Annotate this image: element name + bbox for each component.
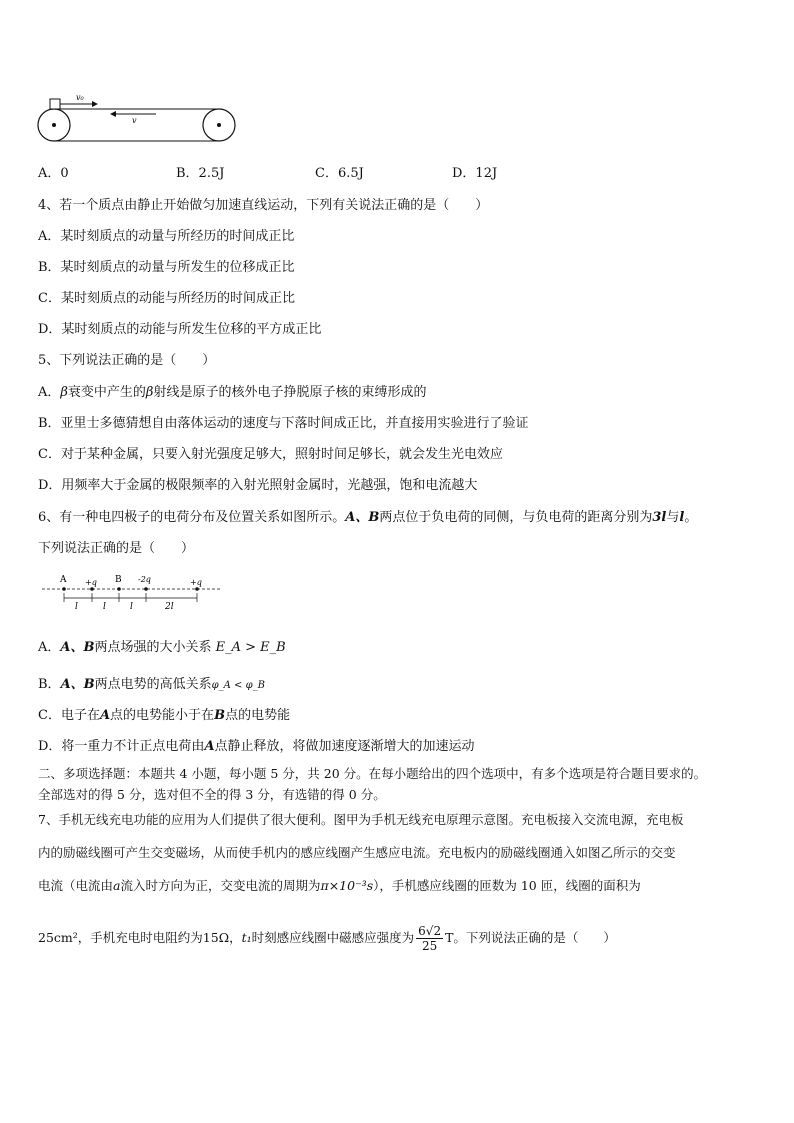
conveyor-belt-figure bbox=[36, 92, 246, 152]
q5-option-d: D．用频率大于金属的极限频率的入射光照射金属时，光越强，饱和电流越大 bbox=[38, 478, 478, 493]
q7-line1: 7、手机无线充电功能的应用为人们提供了很大便利。图甲为手机无线充电原理示意图。充电板接入交流电源，充电板 bbox=[38, 812, 684, 827]
q6-option-b bbox=[38, 677, 265, 694]
seg2-label: l bbox=[103, 602, 106, 612]
q4-option-a: A．某时刻质点的动量与所经历的时间成正比 bbox=[38, 229, 295, 244]
q6-c-a: C．电子在 bbox=[38, 708, 100, 723]
q6-stem-l: l bbox=[679, 510, 685, 525]
q5-a-beta2: β bbox=[145, 385, 154, 400]
section2-line2: 全部选对的得 5 分，选对但不全的得 3 分，有选错的得 0 分。 bbox=[38, 787, 386, 802]
q7-l4-t1: t₁ bbox=[241, 930, 252, 945]
q6-a-text: 两点场强的大小关系 bbox=[94, 640, 212, 655]
q6-b-prefix: B． bbox=[38, 677, 61, 692]
q6-c-c: 点的电势能 bbox=[225, 708, 291, 723]
q3-option-a: A．0 bbox=[38, 166, 69, 181]
q5-stem: 5、下列说法正确的是（ ） bbox=[38, 353, 216, 368]
q4-option-b: B．某时刻质点的动量与所发生的位移成正比 bbox=[38, 260, 295, 275]
q7-l3-a: 电流（电流由 bbox=[38, 878, 114, 893]
q4-option-d: D．某时刻质点的动能与所发生位移的平方成正比 bbox=[38, 322, 322, 337]
q3-option-d: D．12J bbox=[452, 166, 498, 181]
q5-option-b: B．亚里士多德猜想自由落体运动的速度与下落时间成正比，并直接用实验进行了验证 bbox=[38, 416, 529, 431]
q7-l3-period: π×10⁻³s bbox=[320, 878, 374, 893]
q6-c-b: 点的电势能小于在 bbox=[110, 708, 215, 723]
charge3-dot bbox=[195, 587, 199, 591]
q5-option-c: C．对于某种金属，只要入射光强度足够大，照射时间足够长，就会发生光电效应 bbox=[38, 447, 503, 462]
q6-option-d bbox=[38, 739, 475, 755]
charge2-label: -2q bbox=[138, 575, 151, 584]
q6-b-expr: φ_A < φ_B bbox=[211, 680, 265, 691]
q7-l4-unit: T bbox=[445, 930, 454, 945]
q6-stem-yu: 与 bbox=[666, 510, 680, 525]
left-pulley-axle bbox=[52, 123, 56, 127]
q5-option-a bbox=[38, 385, 426, 401]
q7-l3-var: a bbox=[113, 878, 121, 893]
q7-l3-b: 流入时方向为正，交变电流的周期为 bbox=[120, 878, 321, 893]
v-label: v bbox=[132, 116, 137, 125]
q4-option-c: C．某时刻质点的动能与所经历的时间成正比 bbox=[38, 291, 295, 306]
charge1-dot bbox=[90, 587, 94, 591]
charge3-label: +q bbox=[190, 578, 202, 587]
q7-frac-denominator: 25 bbox=[421, 939, 438, 953]
q6-a-ab: A、B bbox=[60, 640, 95, 655]
charge1-label: +q bbox=[85, 578, 97, 587]
q3-option-b: B．2.5J bbox=[176, 166, 225, 181]
q6-b-ab: A、B bbox=[60, 677, 95, 692]
q7-l4-d: 。下列说法正确的是（ ） bbox=[453, 930, 616, 945]
q5-a-mid: 衰变中产生的 bbox=[67, 385, 146, 400]
charge-distribution-figure bbox=[40, 572, 230, 612]
charge2-dot bbox=[144, 587, 148, 591]
seg4-label: 2l bbox=[165, 602, 174, 612]
section2-line1: 二、多项选择题：本题共 4 小题，每小题 5 分，共 20 分。在每小题给出的四个选项中，有多个选项是符合题目要求的。 bbox=[38, 766, 707, 781]
point-a-dot bbox=[62, 587, 66, 591]
q7-l4-a: ，手机充电时电阻约为 bbox=[77, 930, 203, 945]
point-b-label: B bbox=[115, 575, 122, 585]
q6-option-a bbox=[38, 640, 286, 656]
q7-l4-c: 时刻感应线圈中磁感应强度为 bbox=[251, 930, 415, 945]
q7-frac-numerator: 6√2 bbox=[418, 924, 442, 938]
q5-a-beta1: β bbox=[60, 385, 68, 400]
q7-line3 bbox=[38, 878, 641, 894]
q6-d-b: 点静止释放，将做加速度逐渐增大的加速运动 bbox=[214, 739, 475, 754]
block bbox=[50, 99, 60, 109]
q5-a-rest: 射线是原子的核外电子挣脱原子核的束缚形成的 bbox=[153, 385, 427, 400]
q6-stem-line2: 下列说法正确的是（ ） bbox=[38, 541, 195, 556]
q7-l4-b: ， bbox=[229, 930, 242, 945]
q6-d-a: D．将一重力不计正点电荷由 bbox=[38, 739, 205, 754]
q4-stem: 4、若一个质点由静止开始做匀加速直线运动，下列有关说法正确的是（ ） bbox=[38, 198, 489, 213]
q6-c-pb: B bbox=[214, 708, 226, 723]
q6-stem-a: 6、有一种电四极子的电荷分布及位置关系如图所示。 bbox=[38, 510, 346, 525]
q3-option-c: C．6.5J bbox=[315, 166, 364, 181]
q7-l3-c: ），手机感应线圈的匝数为 10 匝，线圈的面积为 bbox=[373, 878, 641, 893]
q6-d-pa: A bbox=[204, 739, 215, 754]
v0-label: v₀ bbox=[76, 93, 84, 102]
right-pulley-axle bbox=[217, 123, 221, 127]
seg1-label: l bbox=[75, 602, 78, 612]
seg3-label: l bbox=[130, 602, 133, 612]
q6-b-text: 两点电势的高低关系 bbox=[94, 677, 212, 692]
q6-option-c bbox=[38, 708, 290, 724]
q6-stem-line1 bbox=[38, 510, 697, 526]
q6-stem-b: 两点位于负电荷的同侧，与负电荷的距离分别为 bbox=[379, 510, 653, 525]
q6-stem-3l: 3l bbox=[652, 510, 667, 525]
q5-a-prefix: A． bbox=[38, 385, 61, 400]
v-arrowhead bbox=[110, 111, 116, 117]
q7-l4-r: 15Ω bbox=[202, 930, 230, 945]
point-b-dot bbox=[117, 587, 121, 591]
q6-c-pa: A bbox=[99, 708, 111, 723]
q6-a-prefix: A． bbox=[38, 640, 61, 655]
v0-arrowhead bbox=[92, 101, 98, 107]
q6-stem-ab: A、B bbox=[345, 510, 380, 525]
q7-l4-area: 25cm² bbox=[38, 930, 78, 945]
q6-stem-end: 。 bbox=[684, 510, 698, 525]
q3-options bbox=[38, 166, 738, 182]
q7-line2: 内的励磁线圈可产生交变磁场，从而使手机内的感应线圈产生感应电流。充电板内的励磁线圈通入如图乙所示的交变 bbox=[38, 845, 676, 860]
q7-l4-fraction bbox=[416, 924, 443, 953]
q7-line4 bbox=[38, 918, 616, 958]
q6-a-expr: E_A > E_B bbox=[215, 640, 286, 655]
point-a-label: A bbox=[60, 575, 67, 585]
